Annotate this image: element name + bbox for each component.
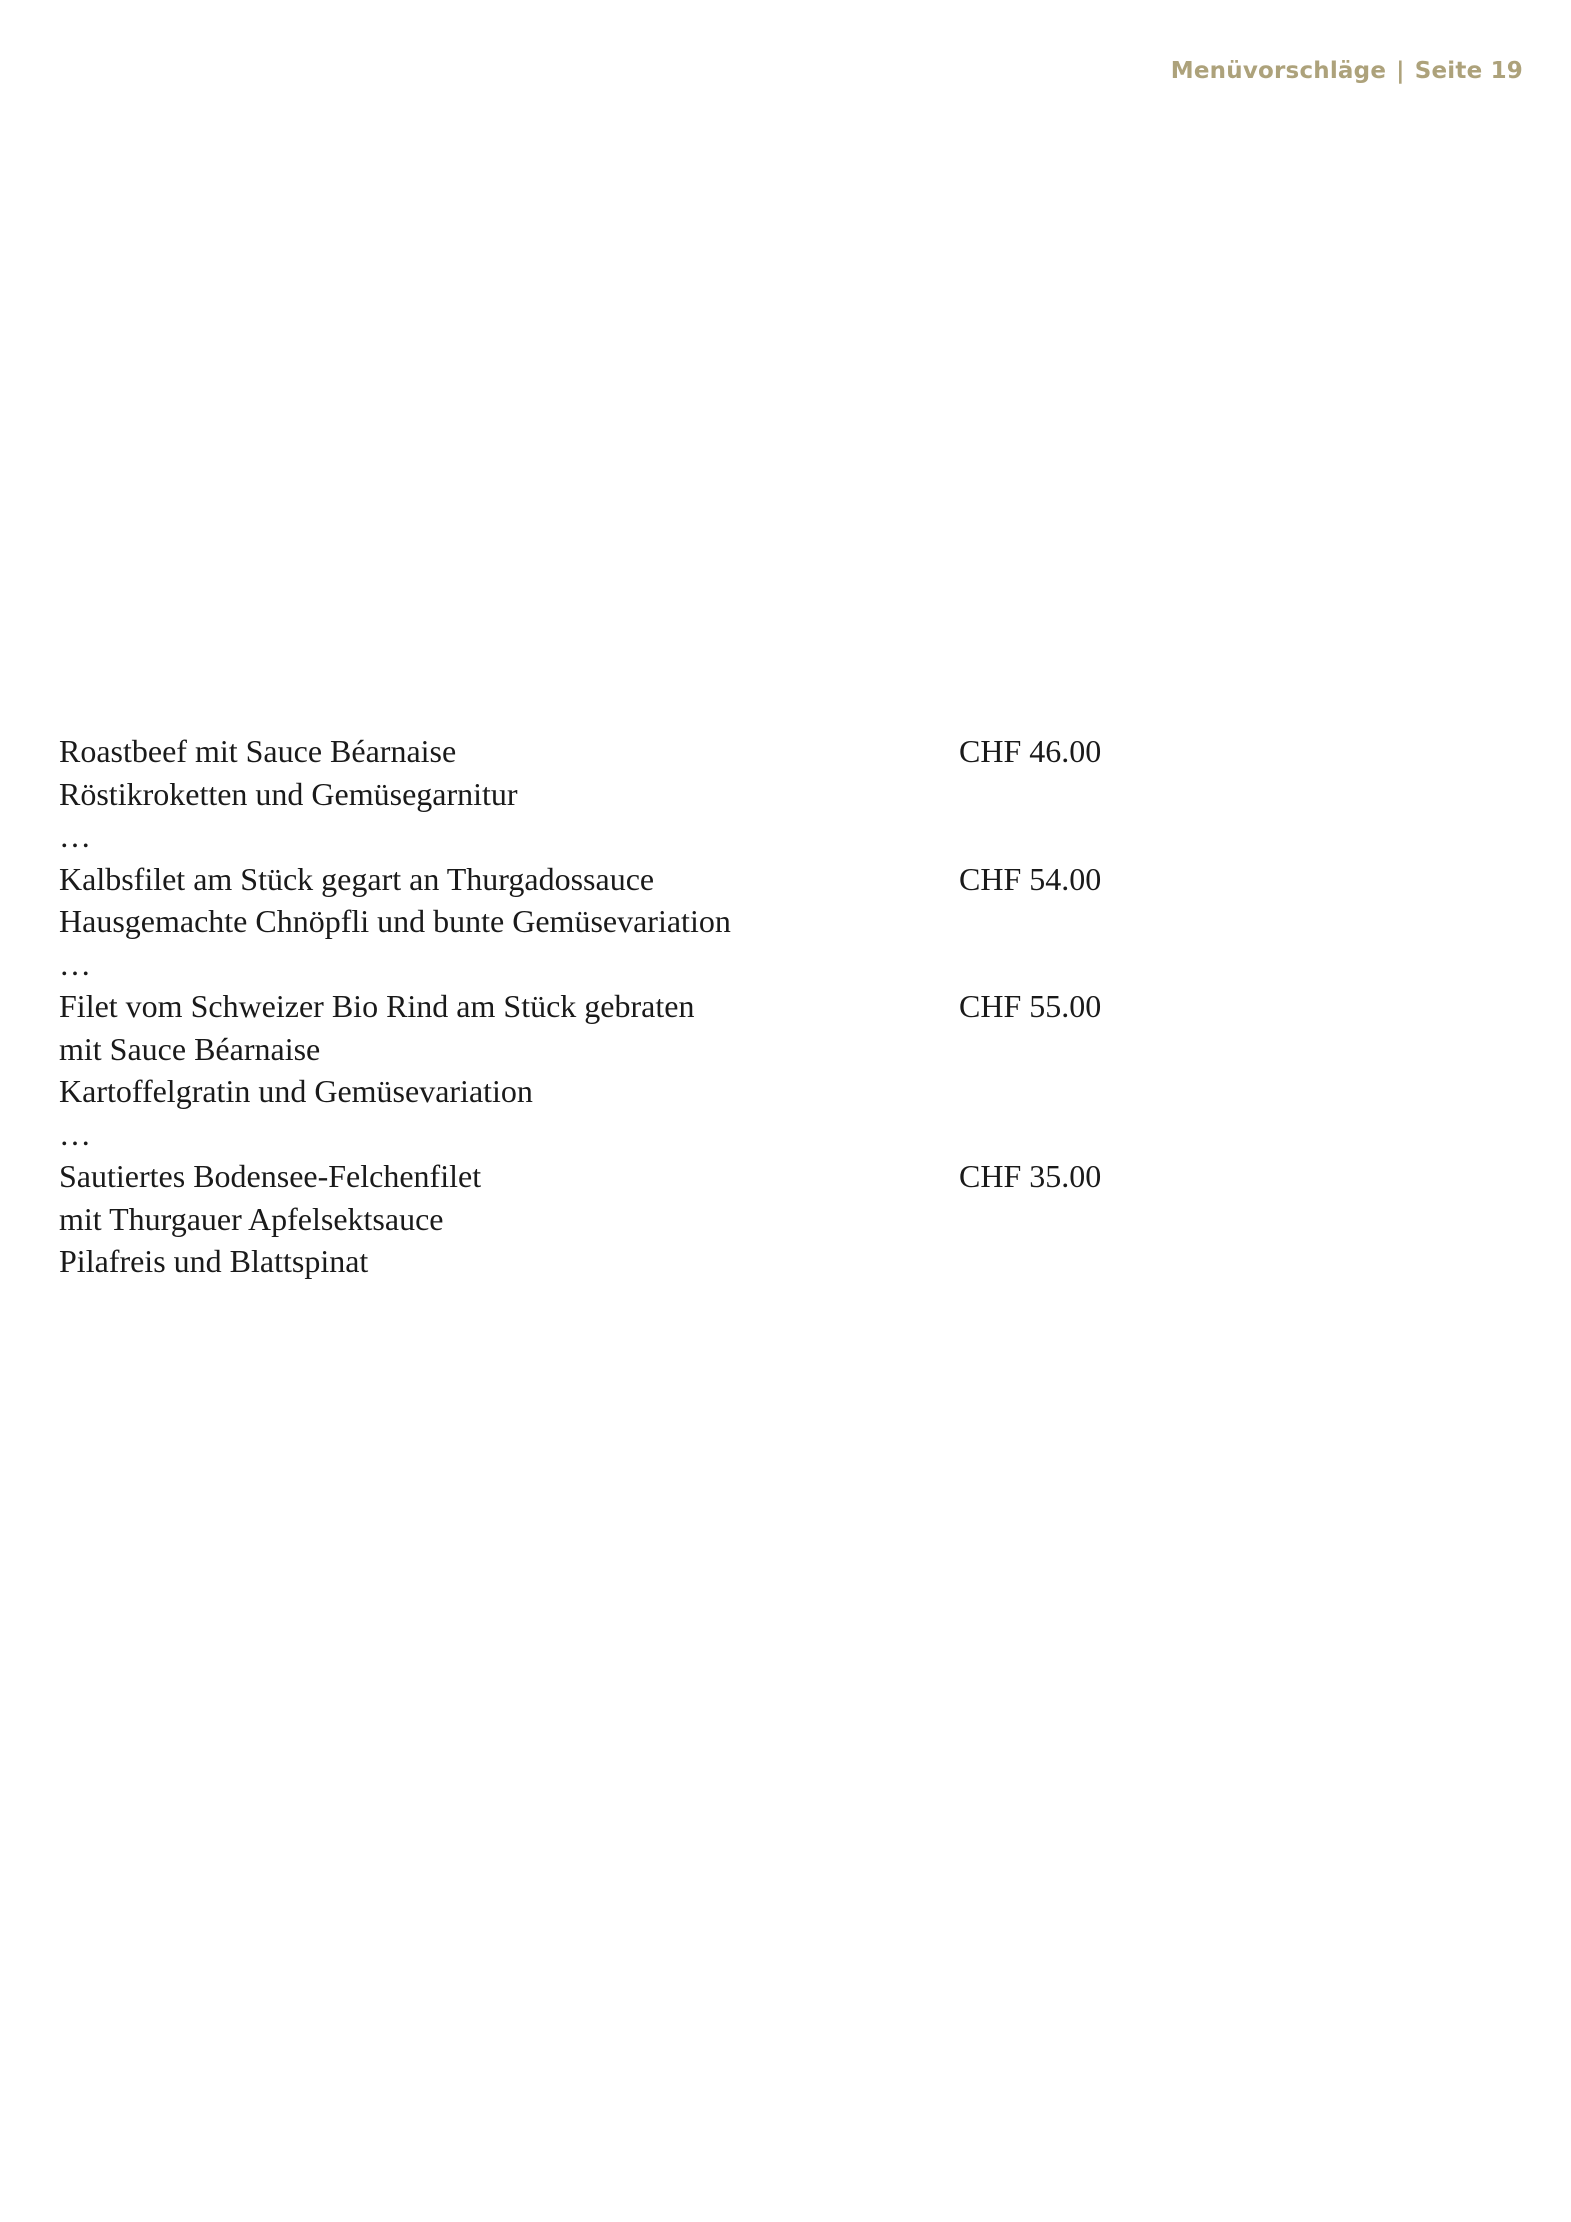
menu-item-felchenfilet <box>59 1155 1109 1283</box>
menu-divider: … <box>59 945 91 982</box>
section-title: Menüvorschläge <box>1170 58 1387 84</box>
menu-item-title: Kalbsfilet am Stück gegart an Thurgadossauce <box>59 860 655 897</box>
menu-item-line: mit Thurgauer Apfelsektsauce <box>59 1200 444 1237</box>
menu-item-line: Kartoffelgratin und Gemüsevariation <box>59 1073 533 1109</box>
menu-item-title: Sautiertes Bodensee-Felchenfilet <box>59 1158 482 1194</box>
menu-item-rindsfilet <box>59 985 1109 1113</box>
menu-item-price: CHF 35.00 <box>959 1158 1102 1194</box>
menu-item-line: mit Sauce Béarnaise <box>59 1030 321 1067</box>
menu-item-kalbsfilet <box>59 858 1109 943</box>
menu-divider: … <box>59 818 91 854</box>
page-header <box>1171 58 1523 84</box>
menu-item-title: Filet vom Schweizer Bio Rind am Stück gebraten <box>59 988 695 1024</box>
menu-item-title: Roastbeef mit Sauce Béarnaise <box>59 733 457 769</box>
menu-item-line: Röstikroketten und Gemüsegarnitur <box>59 775 518 812</box>
menu-item-line: Pilafreis und Blattspinat <box>59 1243 369 1279</box>
menu-item-price: CHF 54.00 <box>959 860 1102 897</box>
menu-list <box>59 730 1109 1283</box>
menu-divider: … <box>59 1115 91 1152</box>
page-number: Seite 19 <box>1414 58 1523 84</box>
menu-item-roastbeef <box>59 730 1109 815</box>
header-separator: | <box>1396 58 1405 84</box>
menu-item-price: CHF 55.00 <box>959 988 1102 1024</box>
menu-item-price: CHF 46.00 <box>959 733 1102 769</box>
menu-item-line: Hausgemachte Chnöpfli und bunte Gemüsevariation <box>59 903 731 939</box>
